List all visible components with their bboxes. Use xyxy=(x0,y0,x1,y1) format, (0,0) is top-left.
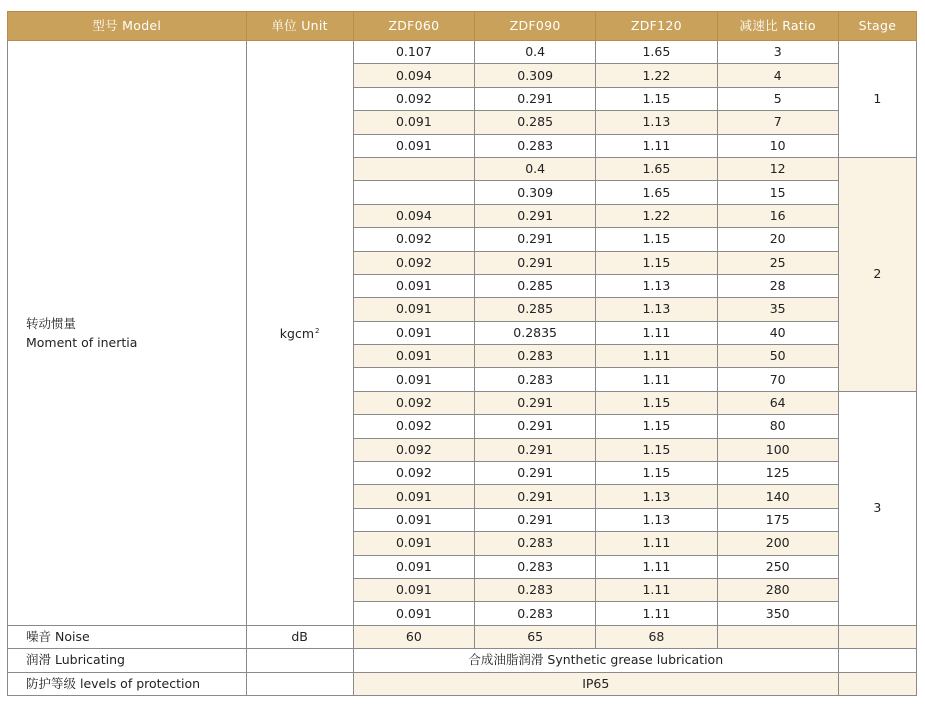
cell-ratio: 100 xyxy=(717,438,838,461)
cell-ratio: 28 xyxy=(717,274,838,297)
cell-zdf060: 0.091 xyxy=(353,321,474,344)
cell-zdf060: 0.091 xyxy=(353,602,474,625)
cell-zdf090: 0.283 xyxy=(475,532,596,555)
cell-zdf090: 0.4 xyxy=(475,41,596,64)
header-zdf120: ZDF120 xyxy=(596,12,717,41)
cell-zdf060: 0.091 xyxy=(353,532,474,555)
cell-zdf120: 1.22 xyxy=(596,64,717,87)
cell-zdf120: 1.15 xyxy=(596,415,717,438)
header-zdf090: ZDF090 xyxy=(475,12,596,41)
cell-zdf060: 0.094 xyxy=(353,64,474,87)
cell-ratio: 280 xyxy=(717,578,838,601)
cell-ratio: 4 xyxy=(717,64,838,87)
cell-ratio: 25 xyxy=(717,251,838,274)
lubricating-row xyxy=(8,649,917,672)
cell-zdf120: 1.22 xyxy=(596,204,717,227)
noise-ratio-empty xyxy=(717,625,838,648)
noise-value: 60 xyxy=(353,625,474,648)
cell-zdf060: 0.092 xyxy=(353,87,474,110)
cell-zdf120: 1.13 xyxy=(596,274,717,297)
cell-zdf090: 0.291 xyxy=(475,508,596,531)
header-stage: Stage xyxy=(838,12,916,41)
cell-zdf120: 1.15 xyxy=(596,391,717,414)
inertia-unit-text: kgcm xyxy=(279,326,315,342)
cell-zdf120: 1.15 xyxy=(596,87,717,110)
lubricating-unit-empty xyxy=(246,649,353,672)
cell-zdf090: 0.2835 xyxy=(475,321,596,344)
cell-ratio: 125 xyxy=(717,462,838,485)
cell-zdf090: 0.285 xyxy=(475,111,596,134)
cell-ratio: 350 xyxy=(717,602,838,625)
lubricating-stage-empty xyxy=(838,649,916,672)
cell-zdf120: 1.15 xyxy=(596,228,717,251)
header-model: 型号 Model xyxy=(8,12,247,41)
header-ratio: 减速比 Ratio xyxy=(717,12,838,41)
cell-zdf060: 0.092 xyxy=(353,438,474,461)
cell-ratio: 175 xyxy=(717,508,838,531)
cell-zdf060: 0.092 xyxy=(353,228,474,251)
noise-label: 噪音 Noise xyxy=(8,625,247,648)
header-zdf060: ZDF060 xyxy=(353,12,474,41)
protection-value: IP65 xyxy=(353,672,838,695)
stage-cell: 2 xyxy=(838,157,916,391)
noise-stage-empty xyxy=(838,625,916,648)
cell-ratio: 40 xyxy=(717,321,838,344)
cell-ratio: 5 xyxy=(717,87,838,110)
cell-zdf120: 1.65 xyxy=(596,181,717,204)
inertia-label xyxy=(8,41,247,626)
protection-unit-empty xyxy=(246,672,353,695)
cell-ratio: 250 xyxy=(717,555,838,578)
cell-ratio: 70 xyxy=(717,368,838,391)
cell-zdf120: 1.11 xyxy=(596,532,717,555)
cell-zdf060: 0.091 xyxy=(353,298,474,321)
cell-zdf120: 1.11 xyxy=(596,602,717,625)
cell-zdf060: 0.091 xyxy=(353,345,474,368)
cell-zdf090: 0.291 xyxy=(475,438,596,461)
cell-ratio: 80 xyxy=(717,415,838,438)
cell-zdf060 xyxy=(353,157,474,180)
cell-ratio: 10 xyxy=(717,134,838,157)
cell-zdf120: 1.11 xyxy=(596,134,717,157)
cell-zdf090: 0.283 xyxy=(475,578,596,601)
inertia-unit-exponent: 2 xyxy=(315,327,320,336)
cell-zdf090: 0.4 xyxy=(475,157,596,180)
cell-zdf120: 1.11 xyxy=(596,345,717,368)
cell-ratio: 200 xyxy=(717,532,838,555)
cell-zdf090: 0.283 xyxy=(475,555,596,578)
stage-cell: 1 xyxy=(838,41,916,158)
cell-ratio: 3 xyxy=(717,41,838,64)
inertia-label-en: Moment of inertia xyxy=(26,334,138,350)
cell-zdf060: 0.091 xyxy=(353,485,474,508)
cell-zdf090: 0.291 xyxy=(475,87,596,110)
cell-ratio: 15 xyxy=(717,181,838,204)
cell-zdf090: 0.285 xyxy=(475,298,596,321)
cell-zdf060: 0.091 xyxy=(353,274,474,297)
cell-zdf060: 0.094 xyxy=(353,204,474,227)
header-row xyxy=(8,12,917,41)
protection-row xyxy=(8,672,917,695)
lubricating-label: 润滑 Lubricating xyxy=(8,649,247,672)
noise-value: 65 xyxy=(475,625,596,648)
cell-zdf120: 1.13 xyxy=(596,508,717,531)
cell-ratio: 20 xyxy=(717,228,838,251)
spec-table xyxy=(7,11,917,696)
table-row xyxy=(8,41,917,64)
cell-zdf060: 0.091 xyxy=(353,111,474,134)
cell-zdf120: 1.15 xyxy=(596,251,717,274)
cell-zdf090: 0.291 xyxy=(475,391,596,414)
cell-zdf090: 0.291 xyxy=(475,485,596,508)
cell-ratio: 12 xyxy=(717,157,838,180)
cell-zdf060: 0.092 xyxy=(353,462,474,485)
cell-zdf120: 1.15 xyxy=(596,438,717,461)
cell-zdf090: 0.309 xyxy=(475,181,596,204)
cell-zdf090: 0.283 xyxy=(475,602,596,625)
cell-ratio: 64 xyxy=(717,391,838,414)
cell-zdf090: 0.309 xyxy=(475,64,596,87)
noise-unit: dB xyxy=(246,625,353,648)
noise-value: 68 xyxy=(596,625,717,648)
cell-zdf090: 0.283 xyxy=(475,368,596,391)
cell-zdf060: 0.091 xyxy=(353,368,474,391)
cell-ratio: 140 xyxy=(717,485,838,508)
cell-ratio: 50 xyxy=(717,345,838,368)
noise-row xyxy=(8,625,917,648)
cell-zdf120: 1.65 xyxy=(596,41,717,64)
cell-zdf120: 1.11 xyxy=(596,578,717,601)
cell-zdf060: 0.107 xyxy=(353,41,474,64)
cell-zdf090: 0.291 xyxy=(475,415,596,438)
cell-zdf120: 1.13 xyxy=(596,485,717,508)
cell-zdf090: 0.291 xyxy=(475,462,596,485)
cell-zdf060: 0.092 xyxy=(353,391,474,414)
cell-zdf060 xyxy=(353,181,474,204)
cell-zdf120: 1.65 xyxy=(596,157,717,180)
cell-ratio: 16 xyxy=(717,204,838,227)
cell-zdf060: 0.092 xyxy=(353,251,474,274)
protection-stage-empty xyxy=(838,672,916,695)
cell-zdf090: 0.291 xyxy=(475,251,596,274)
stage-cell: 3 xyxy=(838,391,916,625)
cell-zdf120: 1.13 xyxy=(596,298,717,321)
cell-zdf060: 0.091 xyxy=(353,508,474,531)
cell-ratio: 35 xyxy=(717,298,838,321)
cell-zdf060: 0.091 xyxy=(353,134,474,157)
cell-zdf060: 0.092 xyxy=(353,415,474,438)
cell-zdf090: 0.291 xyxy=(475,204,596,227)
cell-zdf090: 0.283 xyxy=(475,134,596,157)
inertia-unit xyxy=(246,41,353,626)
cell-zdf120: 1.11 xyxy=(596,368,717,391)
header-unit: 单位 Unit xyxy=(246,12,353,41)
lubricating-value: 合成油脂润滑 Synthetic grease lubrication xyxy=(353,649,838,672)
cell-zdf060: 0.091 xyxy=(353,578,474,601)
cell-zdf120: 1.11 xyxy=(596,555,717,578)
cell-ratio: 7 xyxy=(717,111,838,134)
cell-zdf090: 0.283 xyxy=(475,345,596,368)
cell-zdf120: 1.11 xyxy=(596,321,717,344)
cell-zdf120: 1.15 xyxy=(596,462,717,485)
cell-zdf120: 1.13 xyxy=(596,111,717,134)
cell-zdf060: 0.091 xyxy=(353,555,474,578)
cell-zdf090: 0.285 xyxy=(475,274,596,297)
inertia-label-cn: 转动惯量 xyxy=(26,315,77,331)
table-body xyxy=(8,41,917,696)
cell-zdf090: 0.291 xyxy=(475,228,596,251)
protection-label: 防护等级 levels of protection xyxy=(8,672,247,695)
